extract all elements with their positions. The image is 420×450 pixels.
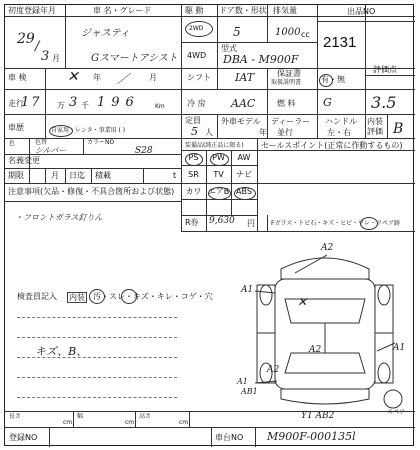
rule	[5, 138, 415, 139]
diagram-a1-right: A1	[393, 343, 406, 353]
inspector-dirt-circle	[89, 289, 105, 304]
equip-ps-circle	[185, 153, 203, 166]
rear-window-outline	[285, 353, 365, 373]
rule	[143, 168, 144, 183]
equip-tv: TV	[213, 170, 224, 179]
first-reg-label: 初度登録年月	[8, 6, 56, 15]
mileage-thousands: 3	[69, 95, 78, 110]
rule	[5, 16, 415, 17]
diagram-a1-left: A1	[241, 285, 254, 295]
rule	[267, 68, 268, 114]
model-value: DBA - M900F	[223, 53, 299, 66]
cc-unit: cc	[301, 30, 310, 39]
handle-value: 左・右	[327, 128, 351, 137]
rule	[317, 21, 415, 22]
diagram-a2-top: A2	[321, 243, 334, 253]
rule	[5, 411, 415, 412]
diagram-ab1: AB1	[241, 387, 258, 396]
rule	[317, 5, 318, 68]
capacity-value: 5	[191, 125, 198, 138]
car-damage-diagram	[235, 233, 411, 411]
rule	[181, 183, 257, 184]
reg-no-label: 登録NO	[9, 433, 38, 442]
rule	[365, 5, 366, 138]
month-unit: 月	[52, 54, 60, 63]
facelift-year-unit: 年	[259, 128, 267, 137]
height-label: 高さ	[139, 413, 152, 420]
warranty-value: 有・無	[321, 75, 345, 84]
model-label: 型式	[221, 44, 237, 53]
rule	[5, 427, 415, 428]
spare-tire-outline	[384, 390, 402, 408]
equip-ps: PS	[188, 153, 199, 162]
rule	[217, 68, 218, 89]
recycle-unit: 円	[247, 219, 255, 228]
rule	[91, 168, 92, 183]
warranty-label: 保証書	[277, 69, 301, 78]
equip-navi: ナビ	[236, 170, 252, 179]
color-value: シルバー	[35, 146, 67, 155]
drive-4wd: 4WD	[187, 51, 207, 60]
rear-bumper-outline	[281, 389, 369, 404]
sales-point-label: セールスポイント(正常に作動するもの)	[261, 141, 403, 150]
roof-outline	[281, 258, 369, 279]
mileage-tail: 196	[97, 95, 140, 110]
equip-pw-circle	[210, 153, 229, 166]
notes-entry: ・フロントガラス釘りん	[15, 213, 103, 222]
recycle-amount: 9,630	[209, 216, 235, 226]
inspector-scratch-circle	[121, 289, 137, 304]
equip-abs: ABS	[236, 187, 252, 196]
length-unit: cm	[63, 419, 73, 426]
rule	[45, 168, 46, 183]
inspector-label: 検査員記入	[17, 292, 57, 301]
ac-label: 冷 房	[187, 99, 206, 108]
color-label: 色	[9, 140, 16, 147]
rule	[365, 75, 415, 76]
right-side-outline	[375, 285, 393, 383]
capacity-label: 定員	[185, 116, 201, 125]
rule	[255, 427, 256, 447]
wheel-rr	[378, 363, 390, 383]
name-change-day: 日迄	[69, 171, 85, 180]
mileage-km-unit: Km	[155, 103, 165, 110]
drive-label: 駆 動	[185, 6, 204, 15]
score-value: 3.5	[371, 93, 397, 112]
lot-number: 2131	[323, 34, 357, 51]
inspector-interior: 内装	[69, 293, 85, 302]
shaken-label: 車 検	[8, 73, 27, 82]
name-change-month: 月	[51, 171, 59, 180]
first-reg-year: 29	[17, 31, 35, 47]
rule	[267, 215, 268, 231]
rule	[135, 411, 136, 427]
shaken-year-unit: 年	[93, 73, 101, 82]
equipment-label: 装備品(純正品に限る)	[185, 142, 244, 149]
width-label: 幅	[77, 413, 84, 420]
diagram-a1-bottom: A1	[237, 377, 248, 386]
mileage-man-unit: 万	[57, 101, 65, 110]
rule	[83, 138, 84, 154]
door-value: 5	[233, 25, 241, 39]
rule	[211, 427, 212, 447]
auction-sheet	[4, 4, 414, 446]
rule	[317, 68, 318, 138]
equip-pw: PW	[212, 153, 225, 162]
shaken-slash: ／	[117, 72, 130, 86]
mileage-sen-unit: 千	[81, 101, 89, 110]
rule	[73, 411, 74, 427]
wheel-fl	[260, 285, 272, 305]
inspector-line	[17, 337, 177, 338]
color-sub-label: 色替	[35, 139, 48, 146]
inspector-line	[17, 377, 177, 378]
capacity-unit: 人	[205, 128, 213, 137]
equip-airbag: エアB	[207, 187, 230, 196]
name-change-sub: 期限	[8, 171, 24, 180]
ship-unit: t	[173, 171, 177, 180]
rule	[257, 138, 258, 231]
diagram-a2-lower: A2	[267, 365, 280, 375]
chassis-label: 車台NO	[215, 433, 244, 442]
dealer-label: ディーラー	[271, 117, 311, 126]
displacement-value: 1000	[275, 27, 301, 38]
equip-sr: SR	[188, 170, 199, 179]
interior-sub: 評価	[367, 127, 383, 136]
chassis-number: M900F-000135l	[267, 430, 356, 443]
equip-airbag-circle	[208, 187, 231, 200]
rule	[65, 168, 66, 183]
color-no-value: S28	[135, 146, 153, 156]
glass-points: Fガラス・トビ石・キズ・ヒビ・ワレ・リペア跡	[271, 220, 401, 227]
inspector-line	[17, 317, 177, 318]
fuel-value: G	[323, 96, 332, 109]
shift-label: シフト	[187, 73, 211, 82]
rule	[189, 411, 190, 427]
first-reg-month: 3	[41, 49, 50, 64]
rule	[5, 168, 181, 169]
rule	[267, 114, 268, 138]
diagram-x-mark: ✕	[297, 295, 308, 309]
interior-label: 内装	[367, 117, 383, 126]
rule	[65, 5, 66, 68]
equip-abs-circle	[234, 187, 256, 200]
rule	[5, 89, 415, 90]
color-no-label: カラーNO	[87, 139, 115, 146]
facelift-label: 外車モデル	[221, 117, 261, 126]
notes-label: 注意事項(欠品・修復・不具合箇所および状態)	[8, 187, 175, 196]
shaken-month-unit: 月	[149, 73, 157, 82]
length-label: 長さ	[9, 413, 22, 420]
car-name-value: ジャスティ	[81, 28, 130, 39]
history-options: 自家用・レンタ・事業用 ( )	[51, 127, 126, 134]
name-change-label: 名義変更	[8, 156, 40, 165]
rule	[5, 201, 181, 202]
shift-value: IAT	[235, 71, 255, 84]
drive-2wd: 2WD	[189, 25, 204, 32]
rule	[267, 5, 268, 42]
first-reg-slash: /	[35, 39, 40, 54]
rule	[5, 154, 181, 155]
displacement-label: 排気量	[273, 6, 297, 15]
rule	[45, 68, 46, 138]
warranty-sub: 取扱説明書	[271, 79, 302, 86]
inspector-line	[17, 397, 177, 398]
glass-ware-circle	[360, 217, 378, 230]
equip-aw: AW	[237, 153, 251, 162]
rule	[217, 114, 218, 138]
grade-value: Gスマートアシスト	[91, 53, 178, 64]
rule	[217, 5, 218, 68]
rule	[5, 114, 415, 115]
rule	[181, 42, 317, 43]
ac-value: AAC	[231, 97, 256, 110]
interior-score: B	[393, 121, 404, 137]
car-name-label: 車 名・グレード	[93, 6, 152, 15]
diagram-y1ab2: Y1 AB2	[301, 411, 335, 421]
rule	[49, 427, 50, 447]
rule	[181, 231, 415, 232]
score-label: 評価点	[373, 65, 397, 74]
equip-leather: カワ	[185, 187, 202, 196]
rule	[387, 114, 388, 138]
wheel-fr	[378, 285, 390, 305]
shaken-cross: ✕	[67, 69, 79, 85]
inspector-items: 汚・スレ・キズ・キレ・コゲ・穴	[93, 292, 213, 301]
fuel-label: 燃 料	[277, 99, 296, 108]
dealer-value: 並行	[277, 128, 293, 137]
lot-label: 出品NO	[347, 7, 376, 16]
height-unit: cm	[179, 419, 189, 426]
history-label: 車歴	[8, 123, 24, 132]
door-label: ドア数・形状	[219, 6, 267, 15]
mileage-label: 走行	[8, 99, 24, 108]
handle-label: ハンドル	[325, 117, 357, 126]
ship-label: 積載	[95, 171, 111, 180]
pointer-line	[295, 255, 327, 273]
width-unit: cm	[125, 419, 135, 426]
diagram-spare-label: スペア	[387, 409, 406, 416]
diagram-a2-mid: A2	[309, 345, 322, 355]
inspector-handwritten: キズ、B、	[35, 345, 88, 358]
recycle-label: R券	[185, 218, 199, 227]
mileage-prefix: 17	[21, 95, 42, 110]
